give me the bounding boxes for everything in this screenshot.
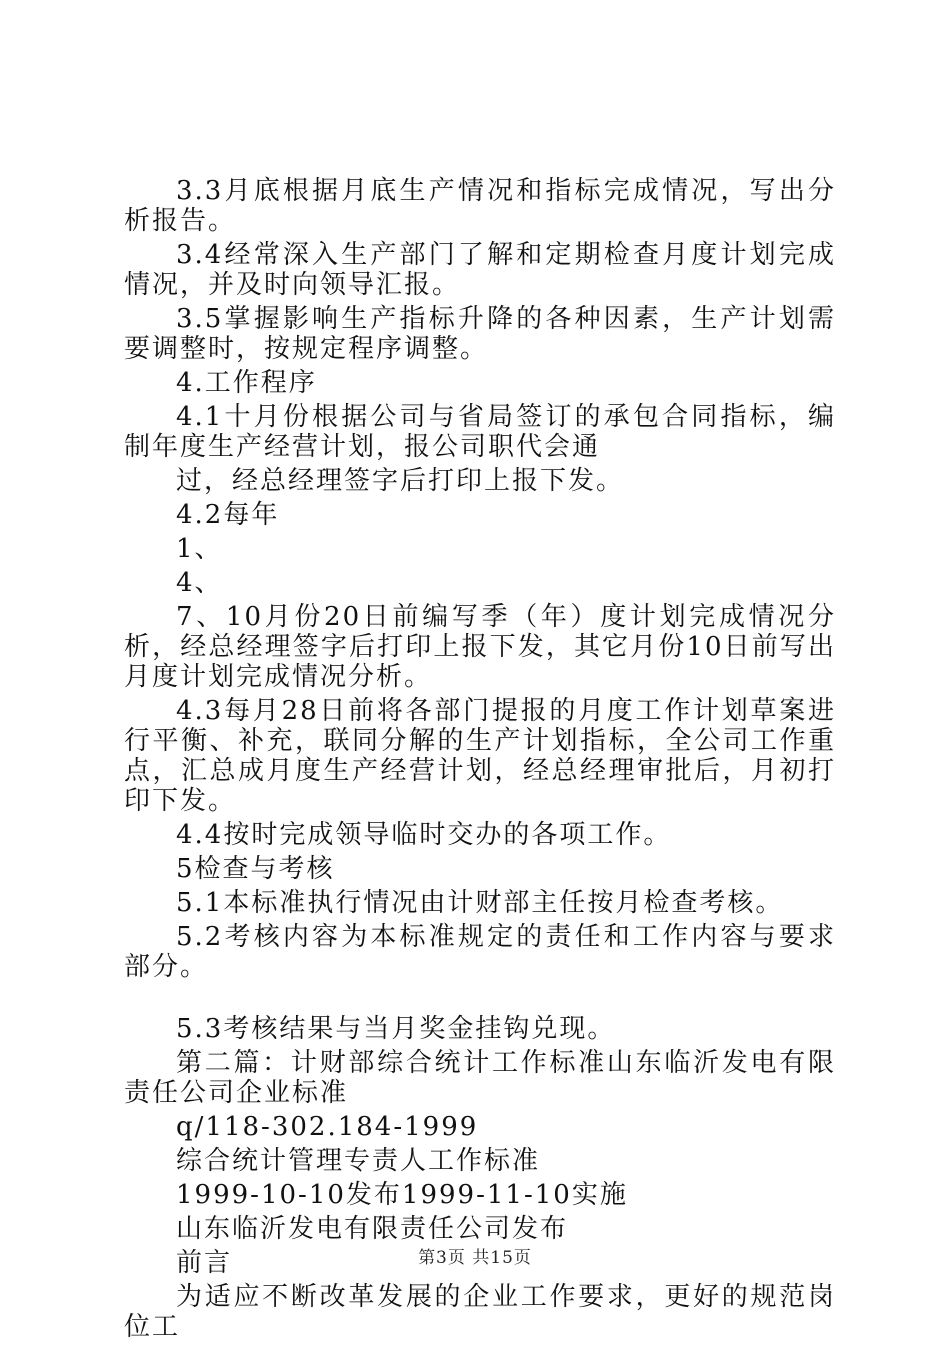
paragraph: 5.1本标准执行情况由计财部主任按月检查考核。 <box>176 888 784 918</box>
paragraph: 4.2每年 <box>176 500 280 530</box>
chapter-title: 第二篇：计财部综合统计工作标准山东临沂发电有限责任公司企业标准 <box>124 1048 836 1108</box>
paragraph: 过，经总经理签字后打印上报下发。 <box>176 466 625 496</box>
document-body <box>124 176 836 1346</box>
paragraph: 3.4经常深入生产部门了解和定期检查月度计划完成情况，并及时向领导汇报。 <box>124 240 836 300</box>
paragraph: 4.3每月28日前将各部门提报的月度工作计划草案进行平衡、补充，联同分解的生产计划指标，全公司工作重点，汇总成月度生产经营计划，经总经理审批后，月初打印下发。 <box>124 696 836 816</box>
paragraph: 7、10月份20日前编写季（年）度计划完成情况分析，经总经理签字后打印上报下发，其它月份10日前写出月度计划完成情况分析。 <box>124 602 836 692</box>
publish-dates: 1999-10-10发布1999-11-10实施 <box>176 1180 628 1210</box>
paragraph: 为适应不断改革发展的企业工作要求，更好的规范岗位工 <box>124 1282 836 1342</box>
preface-heading: 前言 <box>176 1248 233 1278</box>
section-heading: 5检查与考核 <box>176 854 335 884</box>
standard-code: q/118-302.184-1999 <box>176 1112 479 1142</box>
paragraph: 5.2考核内容为本标准规定的责任和工作内容与要求部分。 <box>124 922 836 982</box>
standard-title: 综合统计管理专责人工作标准 <box>176 1146 541 1176</box>
paragraph: 4.1十月份根据公司与省局签订的承包合同指标，编制年度生产经营计划，报公司职代会通 <box>124 402 836 462</box>
paragraph: 3.5掌握影响生产指标升降的各种因素，生产计划需要调整时，按规定程序调整。 <box>124 304 836 364</box>
publisher: 山东临沂发电有限责任公司发布 <box>176 1214 569 1244</box>
section-heading: 4.工作程序 <box>176 368 317 398</box>
list-item: 4、 <box>176 568 223 598</box>
page-number-footer: 第3页 共15页 <box>418 1248 532 1268</box>
paragraph: 3.3月底根据月底生产情况和指标完成情况，写出分析报告。 <box>124 176 836 236</box>
paragraph: 5.3考核结果与当月奖金挂钩兑现。 <box>176 1014 616 1044</box>
list-item: 1、 <box>176 534 223 564</box>
paragraph: 4.4按时完成领导临时交办的各项工作。 <box>176 820 672 850</box>
